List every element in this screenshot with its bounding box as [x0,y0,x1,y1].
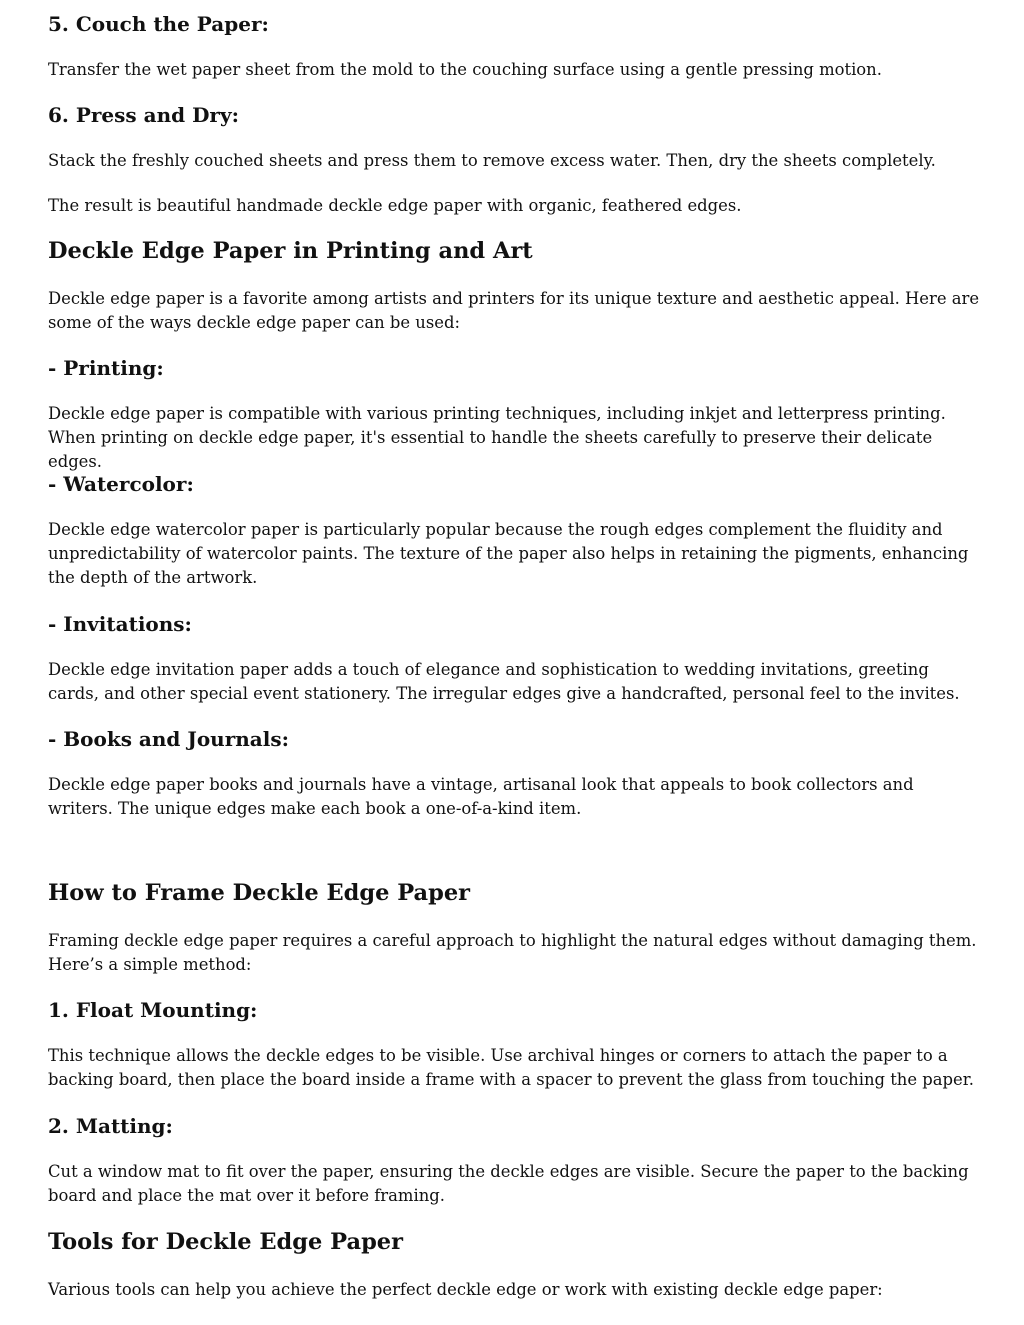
watercolor-heading: - Watercolor: [48,472,194,496]
framing-heading: How to Frame Deckle Edge Paper [48,880,471,906]
books-text: Deckle edge paper books and journals have a vintage, artisanal look that appeals to book collectors and writers. The unique edges make each book a one-of-a-kind item. [48,775,914,818]
watercolor-text: Deckle edge watercolor paper is particularly popular because the rough edges complement the fluidity and unpredictability of watercolor paints. The texture of the paper also helps in retaining the pigments, enhancing the depth of the artwork. [48,520,969,587]
press-text: Stack the freshly couched sheets and press them to remove excess water. Then, dry the sheets completely. [48,151,936,170]
float-mounting-heading: 1. Float Mounting: [48,998,258,1022]
couch-heading: 5. Couch the Paper: [48,12,269,36]
printing-heading: - Printing: [48,356,164,380]
tools-intro: Various tools can help you achieve the perfect deckle edge or work with existing deckle edge paper: [48,1280,883,1299]
invitations-text: Deckle edge invitation paper adds a touch of elegance and sophistication to wedding invitations, greeting cards, and other special event stationery. The irregular edges give a handcrafted, personal feel to the invites. [48,660,960,703]
printing-text: Deckle edge paper is compatible with various printing techniques, including inkjet and letterpress printing. When printing on deckle edge paper, it's essential to handle the sheets carefully to preserve their delicate edges. [48,404,946,471]
result-text: The result is beautiful handmade deckle edge paper with organic, feathered edges. [48,196,742,215]
tools-heading: Tools for Deckle Edge Paper [48,1229,403,1255]
matting-heading: 2. Matting: [48,1114,173,1138]
invitations-heading: - Invitations: [48,612,192,636]
printing-art-heading: Deckle Edge Paper in Printing and Art [48,238,533,264]
couch-text: Transfer the wet paper sheet from the mold to the couching surface using a gentle pressing motion. [48,60,882,79]
matting-text: Cut a window mat to fit over the paper, ensuring the deckle edges are visible. Secure the paper to the backing board and place the mat over it before framing. [48,1162,969,1205]
press-heading: 6. Press and Dry: [48,103,239,127]
printing-art-intro: Deckle edge paper is a favorite among artists and printers for its unique texture and aesthetic appeal. Here are some of the ways deckle edge paper can be used: [48,289,980,332]
float-mounting-text: This technique allows the deckle edges to be visible. Use archival hinges or corners to attach the paper to a backing board, then place the board inside a frame with a spacer to prevent the glass from touching the paper. [48,1046,974,1089]
books-heading: - Books and Journals: [48,727,289,751]
framing-intro: Framing deckle edge paper requires a careful approach to highlight the natural edges without damaging them. Here’s a simple method: [48,931,977,974]
